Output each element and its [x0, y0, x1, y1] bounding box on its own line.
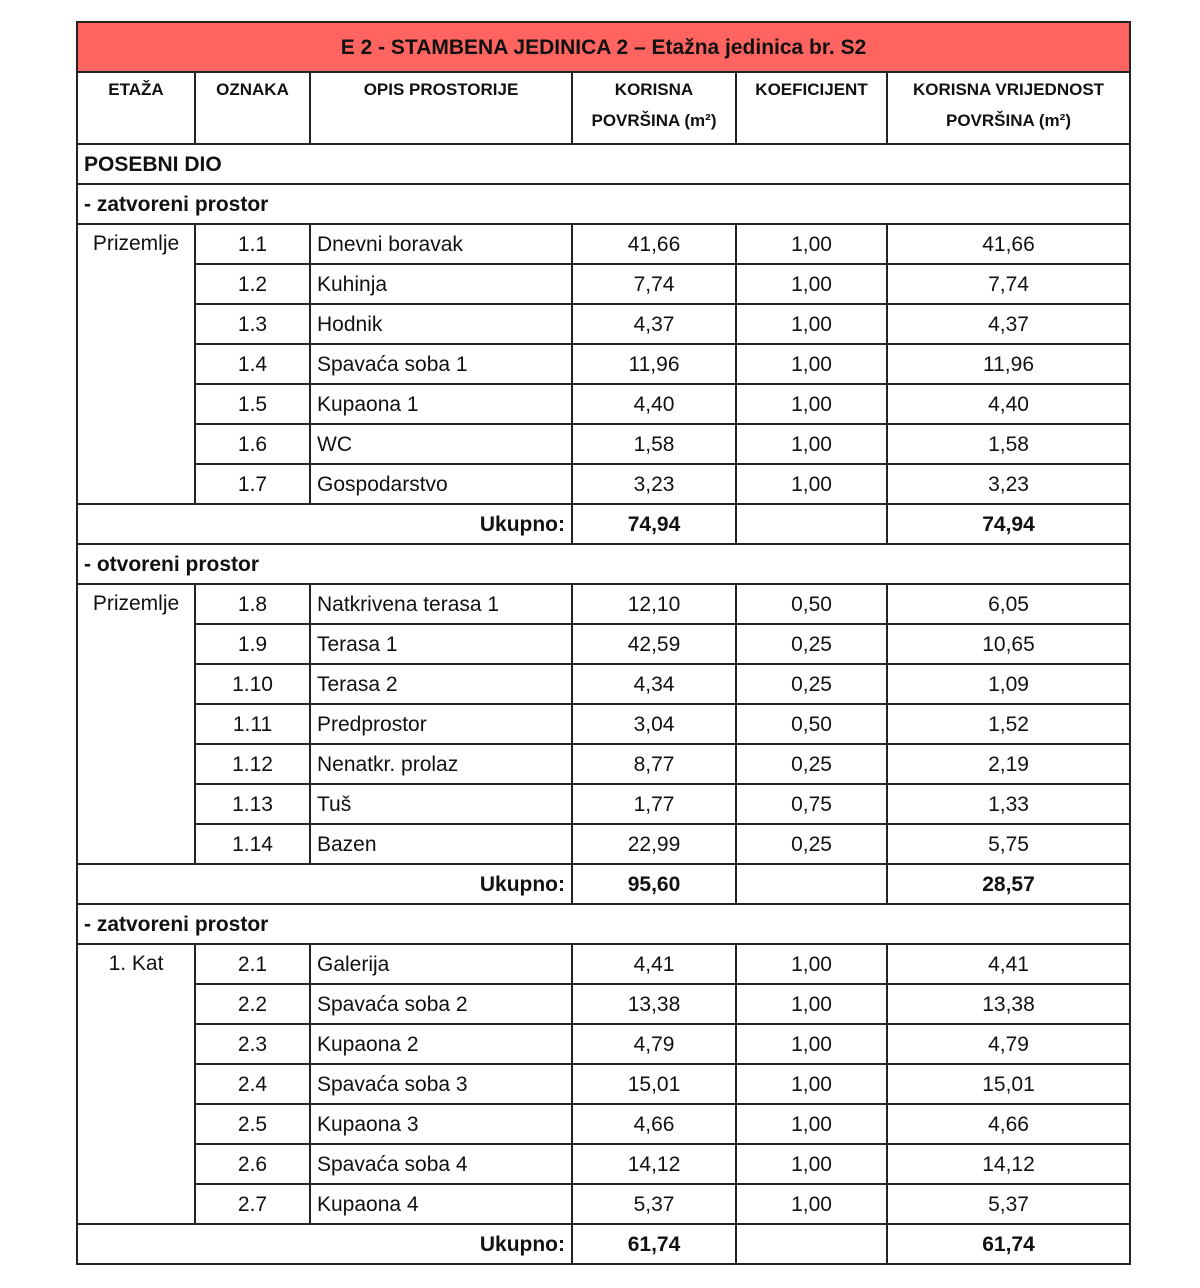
koeficijent-cell: 1,00: [736, 1064, 887, 1104]
vrijednost-cell: 4,37: [887, 304, 1130, 344]
vrijednost-cell: 41,66: [887, 224, 1130, 264]
opis-cell: Terasa 2: [310, 664, 572, 704]
table-row: [77, 464, 1130, 504]
table-row: [77, 1104, 1130, 1144]
opis-cell: Gospodarstvo: [310, 464, 572, 504]
vrijednost-cell: 1,33: [887, 784, 1130, 824]
vrijednost-cell: 10,65: [887, 624, 1130, 664]
table-row: [77, 1184, 1130, 1224]
section-header-row: [77, 544, 1130, 584]
povrsina-cell: 3,04: [572, 704, 736, 744]
vrijednost-cell: 6,05: [887, 584, 1130, 624]
table-row: [77, 704, 1130, 744]
oznaka-cell: 2.1: [195, 944, 310, 984]
section-label: - otvoreni prostor: [77, 544, 1130, 584]
opis-cell: Kuhinja: [310, 264, 572, 304]
oznaka-cell: 1.4: [195, 344, 310, 384]
opis-cell: Kupaona 4: [310, 1184, 572, 1224]
oznaka-cell: 1.10: [195, 664, 310, 704]
koeficijent-cell: 0,25: [736, 744, 887, 784]
vrijednost-cell: 5,75: [887, 824, 1130, 864]
povrsina-cell: 4,66: [572, 1104, 736, 1144]
koeficijent-cell: 1,00: [736, 1184, 887, 1224]
table-row: [77, 944, 1130, 984]
povrsina-cell: 4,41: [572, 944, 736, 984]
oznaka-cell: 2.3: [195, 1024, 310, 1064]
opis-cell: Nenatkr. prolaz: [310, 744, 572, 784]
opis-cell: Kupaona 2: [310, 1024, 572, 1064]
vrijednost-cell: 3,23: [887, 464, 1130, 504]
table-row: [77, 224, 1130, 264]
oznaka-cell: 1.6: [195, 424, 310, 464]
total-koeficijent-empty: [736, 864, 887, 904]
oznaka-cell: 1.5: [195, 384, 310, 424]
table-row: [77, 304, 1130, 344]
opis-cell: Spavaća soba 4: [310, 1144, 572, 1184]
koeficijent-cell: 0,75: [736, 784, 887, 824]
title-row: [77, 22, 1130, 72]
vrijednost-cell: 4,66: [887, 1104, 1130, 1144]
povrsina-cell: 13,38: [572, 984, 736, 1024]
vrijednost-cell: 1,09: [887, 664, 1130, 704]
table-row: [77, 744, 1130, 784]
table-row: [77, 624, 1130, 664]
header-etaza: ETAŽA: [77, 72, 195, 144]
etaza-cell: Prizemlje: [77, 584, 195, 864]
opis-cell: Kupaona 1: [310, 384, 572, 424]
total-label: Ukupno:: [77, 864, 572, 904]
vrijednost-cell: 2,19: [887, 744, 1130, 784]
posebni-dio-row: [77, 144, 1130, 184]
oznaka-cell: 1.8: [195, 584, 310, 624]
section-header-row: [77, 184, 1130, 224]
koeficijent-cell: 1,00: [736, 1104, 887, 1144]
table-row: [77, 784, 1130, 824]
header-korisna-vrijednost: KORISNA VRIJEDNOST POVRŠINA (m²): [887, 72, 1130, 144]
total-povrsina: 74,94: [572, 504, 736, 544]
povrsina-cell: 5,37: [572, 1184, 736, 1224]
vrijednost-cell: 11,96: [887, 344, 1130, 384]
oznaka-cell: 1.14: [195, 824, 310, 864]
total-label: Ukupno:: [77, 504, 572, 544]
oznaka-cell: 2.2: [195, 984, 310, 1024]
section-header-row: [77, 904, 1130, 944]
vrijednost-cell: 14,12: [887, 1144, 1130, 1184]
oznaka-cell: 1.7: [195, 464, 310, 504]
opis-cell: Tuš: [310, 784, 572, 824]
koeficijent-cell: 1,00: [736, 224, 887, 264]
table-body: [77, 144, 1130, 1264]
vrijednost-cell: 15,01: [887, 1064, 1130, 1104]
povrsina-cell: 14,12: [572, 1144, 736, 1184]
opis-cell: Natkrivena terasa 1: [310, 584, 572, 624]
povrsina-cell: 4,79: [572, 1024, 736, 1064]
total-vrijednost: 61,74: [887, 1224, 1130, 1264]
table-title: E 2 - STAMBENA JEDINICA 2 – Etažna jedinica br. S2: [77, 22, 1130, 72]
povrsina-cell: 4,37: [572, 304, 736, 344]
vrijednost-cell: 5,37: [887, 1184, 1130, 1224]
vrijednost-cell: 13,38: [887, 984, 1130, 1024]
oznaka-cell: 1.1: [195, 224, 310, 264]
opis-cell: WC: [310, 424, 572, 464]
povrsina-cell: 41,66: [572, 224, 736, 264]
koeficijent-cell: 1,00: [736, 264, 887, 304]
opis-cell: Terasa 1: [310, 624, 572, 664]
table-row: [77, 984, 1130, 1024]
header-opis: OPIS PROSTORIJE: [310, 72, 572, 144]
oznaka-cell: 2.5: [195, 1104, 310, 1144]
koeficijent-cell: 0,25: [736, 624, 887, 664]
vrijednost-cell: 4,41: [887, 944, 1130, 984]
opis-cell: Kupaona 3: [310, 1104, 572, 1144]
vrijednost-cell: 1,58: [887, 424, 1130, 464]
koeficijent-cell: 0,25: [736, 664, 887, 704]
table-row: [77, 1064, 1130, 1104]
table-row: [77, 1024, 1130, 1064]
etaza-cell: Prizemlje: [77, 224, 195, 504]
vrijednost-cell: 4,79: [887, 1024, 1130, 1064]
povrsina-cell: 15,01: [572, 1064, 736, 1104]
koeficijent-cell: 1,00: [736, 384, 887, 424]
koeficijent-cell: 1,00: [736, 984, 887, 1024]
section-label: - zatvoreni prostor: [77, 184, 1130, 224]
table-row: [77, 384, 1130, 424]
povrsina-cell: 4,40: [572, 384, 736, 424]
povrsina-cell: 8,77: [572, 744, 736, 784]
area-table-sheet: [76, 21, 1129, 1265]
vrijednost-cell: 4,40: [887, 384, 1130, 424]
header-row: [77, 72, 1130, 144]
povrsina-cell: 1,77: [572, 784, 736, 824]
povrsina-cell: 4,34: [572, 664, 736, 704]
total-povrsina: 95,60: [572, 864, 736, 904]
koeficijent-cell: 1,00: [736, 304, 887, 344]
etaza-cell: 1. Kat: [77, 944, 195, 1224]
opis-cell: Bazen: [310, 824, 572, 864]
oznaka-cell: 1.3: [195, 304, 310, 344]
section-label: - zatvoreni prostor: [77, 904, 1130, 944]
koeficijent-cell: 0,50: [736, 584, 887, 624]
opis-cell: Dnevni boravak: [310, 224, 572, 264]
vrijednost-cell: 1,52: [887, 704, 1130, 744]
header-korisna-povrsina: KORISNA POVRŠINA (m²): [572, 72, 736, 144]
area-table: [76, 21, 1131, 1265]
koeficijent-cell: 1,00: [736, 944, 887, 984]
opis-cell: Galerija: [310, 944, 572, 984]
povrsina-cell: 7,74: [572, 264, 736, 304]
oznaka-cell: 1.2: [195, 264, 310, 304]
total-koeficijent-empty: [736, 1224, 887, 1264]
table-row: [77, 344, 1130, 384]
table-row: [77, 264, 1130, 304]
total-row: [77, 504, 1130, 544]
table-row: [77, 584, 1130, 624]
koeficijent-cell: 1,00: [736, 1024, 887, 1064]
povrsina-cell: 42,59: [572, 624, 736, 664]
total-row: [77, 864, 1130, 904]
povrsina-cell: 12,10: [572, 584, 736, 624]
posebni-dio-label: POSEBNI DIO: [77, 144, 1130, 184]
povrsina-cell: 3,23: [572, 464, 736, 504]
oznaka-cell: 2.4: [195, 1064, 310, 1104]
opis-cell: Spavaća soba 3: [310, 1064, 572, 1104]
oznaka-cell: 2.7: [195, 1184, 310, 1224]
total-vrijednost: 74,94: [887, 504, 1130, 544]
koeficijent-cell: 1,00: [736, 464, 887, 504]
table-row: [77, 664, 1130, 704]
opis-cell: Spavaća soba 1: [310, 344, 572, 384]
total-vrijednost: 28,57: [887, 864, 1130, 904]
opis-cell: Spavaća soba 2: [310, 984, 572, 1024]
oznaka-cell: 2.6: [195, 1144, 310, 1184]
total-povrsina: 61,74: [572, 1224, 736, 1264]
table-row: [77, 824, 1130, 864]
oznaka-cell: 1.9: [195, 624, 310, 664]
vrijednost-cell: 7,74: [887, 264, 1130, 304]
oznaka-cell: 1.11: [195, 704, 310, 744]
header-koeficijent: KOEFICIJENT: [736, 72, 887, 144]
koeficijent-cell: 0,50: [736, 704, 887, 744]
oznaka-cell: 1.12: [195, 744, 310, 784]
header-oznaka: OZNAKA: [195, 72, 310, 144]
oznaka-cell: 1.13: [195, 784, 310, 824]
opis-cell: Hodnik: [310, 304, 572, 344]
opis-cell: Predprostor: [310, 704, 572, 744]
koeficijent-cell: 1,00: [736, 344, 887, 384]
koeficijent-cell: 1,00: [736, 424, 887, 464]
koeficijent-cell: 1,00: [736, 1144, 887, 1184]
table-row: [77, 424, 1130, 464]
total-koeficijent-empty: [736, 504, 887, 544]
povrsina-cell: 1,58: [572, 424, 736, 464]
povrsina-cell: 22,99: [572, 824, 736, 864]
total-row: [77, 1224, 1130, 1264]
table-row: [77, 1144, 1130, 1184]
povrsina-cell: 11,96: [572, 344, 736, 384]
koeficijent-cell: 0,25: [736, 824, 887, 864]
total-label: Ukupno:: [77, 1224, 572, 1264]
